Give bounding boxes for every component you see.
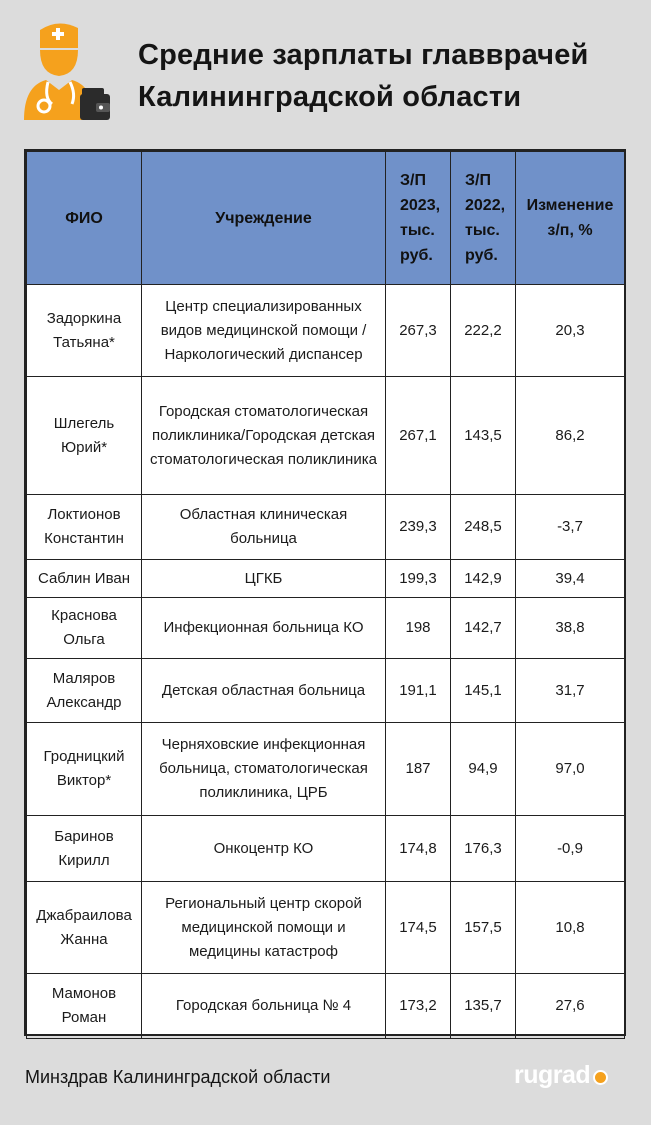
cell-salary-2023: 267,1 (386, 377, 451, 495)
table-header-row (27, 152, 625, 285)
cell-salary-2022: 248,5 (451, 495, 516, 560)
cell-name: Шлегель Юрий* (27, 377, 142, 495)
title-line-1: Средние зарплаты главврачей (138, 39, 589, 71)
cell-salary-2022: 94,9 (451, 723, 516, 816)
table-row (27, 659, 625, 723)
header (0, 0, 651, 140)
cell-change: 86,2 (516, 377, 625, 495)
cell-name: Баринов Кирилл (27, 816, 142, 882)
title-line-2: Калининградской области (138, 81, 522, 113)
table-row (27, 377, 625, 495)
table-row (27, 495, 625, 560)
logo-dot-icon (593, 1070, 608, 1085)
cell-change: 20,3 (516, 285, 625, 377)
cell-salary-2022: 176,3 (451, 816, 516, 882)
salary-table-container (24, 149, 626, 1036)
table-row (27, 723, 625, 816)
cell-name: Джабраилова Жанна (27, 882, 142, 974)
cell-salary-2023: 173,2 (386, 974, 451, 1039)
cell-salary-2023: 174,5 (386, 882, 451, 974)
table-row (27, 285, 625, 377)
cell-salary-2023: 199,3 (386, 560, 451, 598)
table-row (27, 598, 625, 659)
cell-change: 10,8 (516, 882, 625, 974)
cell-name: Саблин Иван (27, 560, 142, 598)
page-title (138, 34, 638, 118)
cell-institution: Центр специализированных видов медицинской помощи / Наркологический диспансер (142, 285, 386, 377)
cell-name: Маляров Александр (27, 659, 142, 723)
cell-institution: Городская больница № 4 (142, 974, 386, 1039)
cell-institution: Областная клиническая больница (142, 495, 386, 560)
rugrad-logo (514, 1061, 608, 1090)
cell-salary-2023: 198 (386, 598, 451, 659)
salary-table (26, 151, 625, 1039)
cell-salary-2022: 222,2 (451, 285, 516, 377)
source-caption: Минздрав Калининградской области (25, 1067, 331, 1087)
cell-change: 31,7 (516, 659, 625, 723)
col-header-name: ФИО (27, 152, 142, 285)
cell-name: Гродницкий Виктор* (27, 723, 142, 816)
col-header-change: Изменение з/п, % (516, 152, 625, 285)
cell-salary-2022: 157,5 (451, 882, 516, 974)
cell-salary-2023: 267,3 (386, 285, 451, 377)
table-row (27, 816, 625, 882)
cell-change: -0,9 (516, 816, 625, 882)
cell-institution: ЦГКБ (142, 560, 386, 598)
cell-name: Мамонов Роман (27, 974, 142, 1039)
cell-salary-2023: 191,1 (386, 659, 451, 723)
cell-salary-2022: 145,1 (451, 659, 516, 723)
col-header-salary-2023: З/П 2023, тыс. руб. (386, 152, 451, 285)
cell-salary-2023: 187 (386, 723, 451, 816)
table-row (27, 882, 625, 974)
cell-change: 39,4 (516, 560, 625, 598)
table-row (27, 560, 625, 598)
cell-institution: Региональный центр скорой медицинской помощи и медицины катастроф (142, 882, 386, 974)
cell-change: -3,7 (516, 495, 625, 560)
cell-salary-2022: 142,7 (451, 598, 516, 659)
cell-change: 97,0 (516, 723, 625, 816)
cell-salary-2022: 143,5 (451, 377, 516, 495)
cell-institution: Инфекционная больница КО (142, 598, 386, 659)
cell-institution: Черняховские инфекционная больница, стоматологическая поликлиника, ЦРБ (142, 723, 386, 816)
cell-institution: Детская областная больница (142, 659, 386, 723)
cell-change: 38,8 (516, 598, 625, 659)
cell-salary-2022: 135,7 (451, 974, 516, 1039)
cell-name: Задоркина Татьяна* (27, 285, 142, 377)
cell-salary-2023: 174,8 (386, 816, 451, 882)
cell-institution: Городская стоматологическая поликлиника/Городская детская стоматологическая поликлиника (142, 377, 386, 495)
cell-salary-2023: 239,3 (386, 495, 451, 560)
logo-text: rugrad (514, 1061, 591, 1089)
doctor-icon (22, 20, 112, 124)
cell-name: Краснова Ольга (27, 598, 142, 659)
table-row (27, 974, 625, 1039)
cell-name: Локтионов Константин (27, 495, 142, 560)
col-header-salary-2022: З/П 2022, тыс. руб. (451, 152, 516, 285)
col-header-institution: Учреждение (142, 152, 386, 285)
cell-salary-2022: 142,9 (451, 560, 516, 598)
cell-change: 27,6 (516, 974, 625, 1039)
cell-institution: Онкоцентр КО (142, 816, 386, 882)
